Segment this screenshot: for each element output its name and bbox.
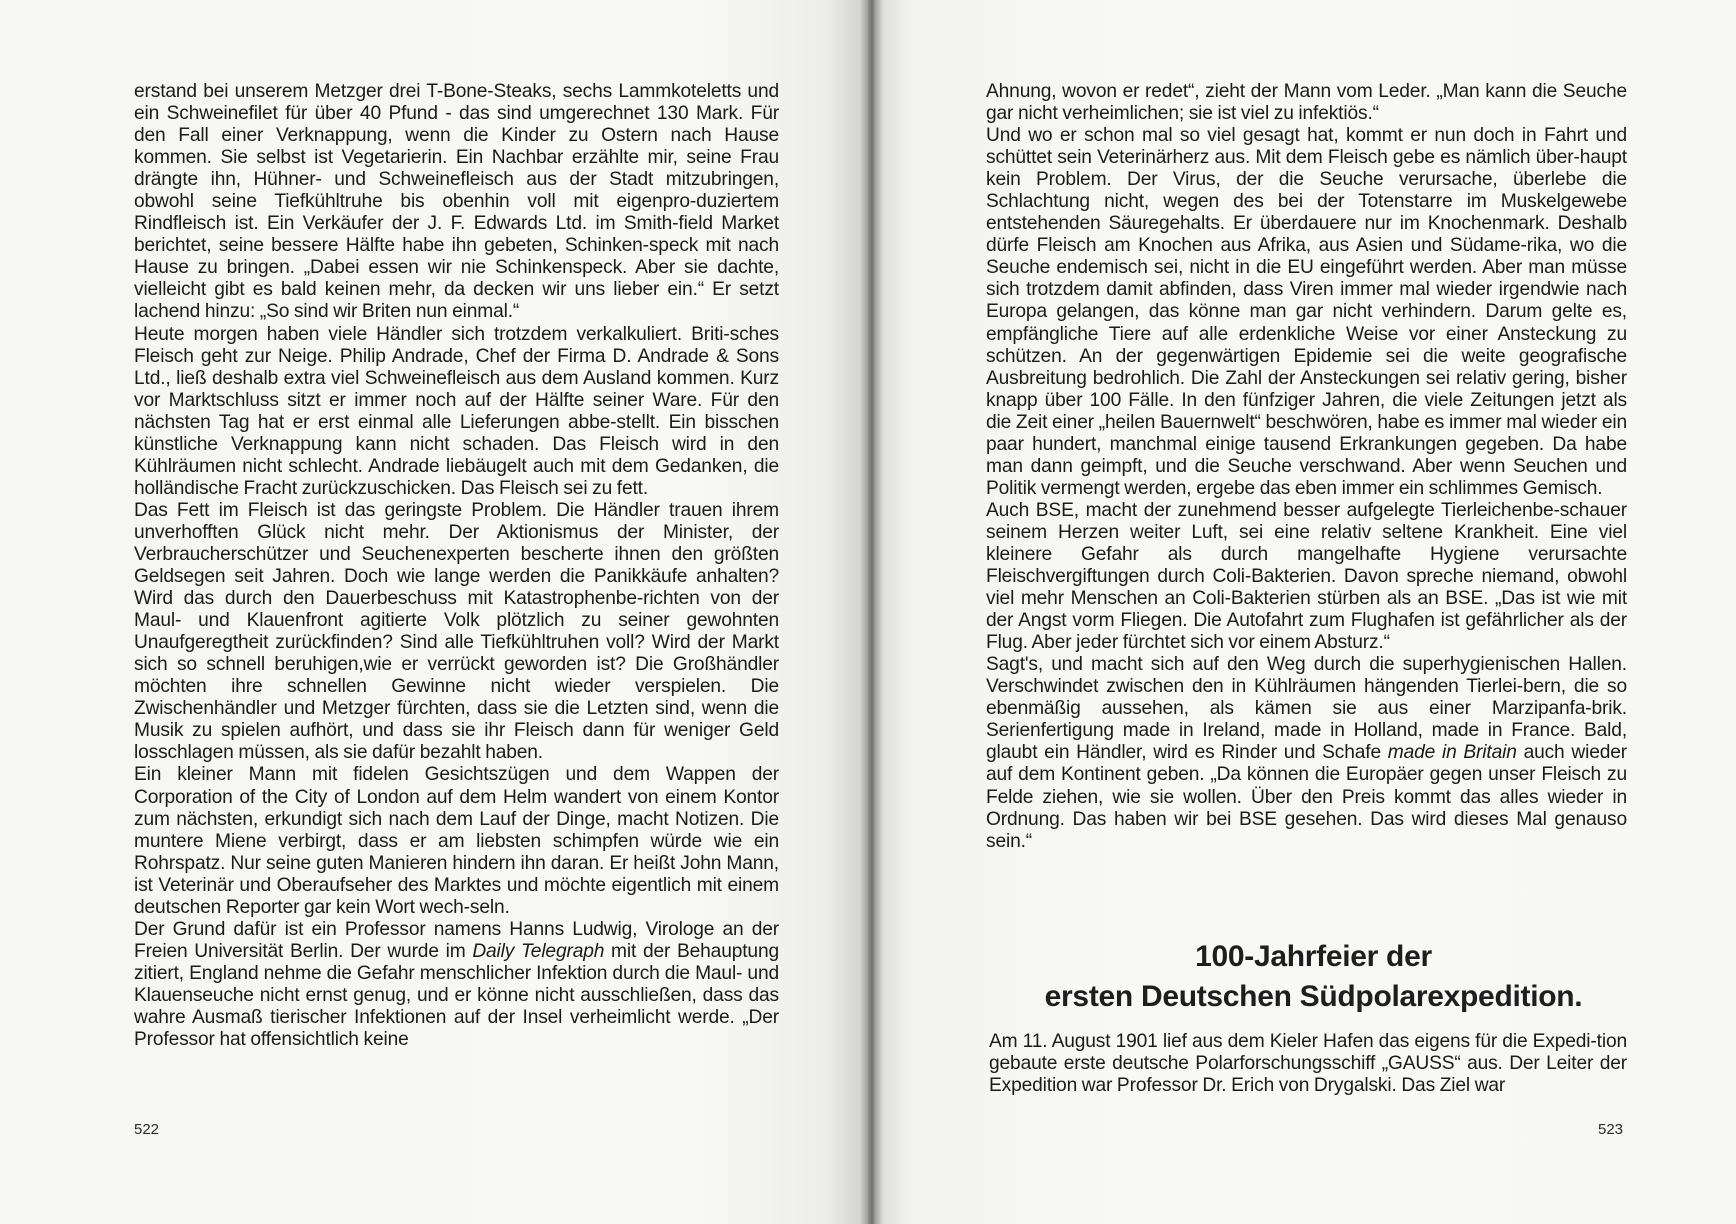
paragraph: Heute morgen haben viele Händler sich trotzdem verkalkuliert. Briti-sches Fleisch geht zur Neige. Philip Andrade, Chef der Firma D. Andrade & Sons Ltd., ließ deshalb extra viel Schweinefleisch aus dem Ausland kommen. Kurz vor Marktschluss sitzt er immer noch auf der Hälfte seiner Ware. Für den nächsten Tag hat er erst einmal alle Lieferungen abbe-stellt. Ein bisschen künstliche Verknappung kann nicht schaden. Das Fleisch wird in den Kühlräumen nicht schlecht. Andrade liebäugelt auch mit dem Gedanken, die holländische Fracht zurückzuschicken. Das Fleisch sei zu fett.: [134, 323, 779, 499]
paragraph: Ein kleiner Mann mit fidelen Gesichtszügen und dem Wappen der Corporation of the City of London auf dem Helm wandert von einem Kontor zum nächsten, erkundigt sich nach dem Lauf der Dinge, macht Notizen. Die muntere Miene verbirgt, dass er am liebsten schimpfen würde wie ein Rohrspatz. Nur seine guten Manieren hindern ihn daran. Er heißt John Mann, ist Veterinär und Oberaufseher des Marktes und möchte eigentlich mit einem deutschen Reporter gar kein Wort wech-seln.: [134, 764, 779, 918]
paragraph: Auch BSE, macht der zunehmend besser aufgelegte Tierleichenbe-schauer seinem Herzen weiter Luft, sei eine relativ seltene Krankheit. Eine viel kleinere Gefahr als durch mangelhafte Hygiene verursachte Fleischvergiftungen durch Coli-Bakterien. Davon spreche niemand, obwohl viel mehr Menschen an Coli-Bakterien stürben als an BSE. „Das ist wie mit der Angst vorm Fliegen. Die Autofahrt zum Flughafen ist gefährlicher als der Flug. Aber jeder fürchtet sich vor einem Absturz.“: [986, 499, 1627, 654]
book-gutter: [860, 0, 884, 1224]
newspaper-title: Daily Telegraph: [472, 940, 605, 962]
section-heading-line1: 100-Jahrfeier der: [1195, 940, 1432, 973]
paragraph: Das Fett im Fleisch ist das geringste Problem. Die Händler trauen ihrem unverhofften Glück nicht mehr. Der Aktionismus der Minister, der Verbraucherschützer und Seuchenexperten bescherte ihnen den größten Geldsegen seit Jahren. Doch wie lange werden die Panikkäufe anhalten? Wird das durch den Dauerbeschuss mit Katastrophenbe-richten von der Maul- und Klauenfront agitierte Volk plötzlich zu seiner gewohnten Unaufgeregtheit zurückfinden? Sind alle Tiefkühltruhen voll? Wird der Markt sich so schnell beruhigen,wie er verrückt geworden ist? Die Großhändler möchten ihre schnellen Gewinne nicht wieder verspielen. Die Zwischenhändler und Metzger fürchten, dass sie die Letzten sind, wenn die Musik zu spielen aufhört, und dass sie ihr Fleisch dann für weniger Geld losschlagen müssen, als sie dafür bezahlt haben.: [134, 499, 779, 764]
paragraph: Ahnung, wovon er redet“, zieht der Mann vom Leder. „Man kann die Seuche gar nicht verheimlichen; sie ist viel zu infektiös.“: [986, 81, 1627, 125]
italic-phrase: made in Britain: [1387, 742, 1517, 764]
page-number-right: 523: [1598, 1121, 1624, 1138]
page-number-left: 522: [134, 1121, 160, 1138]
section-intro-paragraph: Am 11. August 1901 lief aus dem Kieler Hafen das eigens für die Expedi-tion gebaute erste deutsche Polarforschungsschiff „GAUSS“ aus. Der Leiter der Expedition war Professor Dr. Erich von Drygalski. Das Ziel war: [989, 1031, 1627, 1097]
right-page-body: [986, 81, 1627, 853]
section-heading-line2: ersten Deutschen Südpolarexpedition.: [1044, 980, 1583, 1013]
left-page-body: [134, 81, 779, 1051]
paragraph: Der Grund dafür ist ein Professor namens Hanns Ludwig, Virologe an der Freien Universität Berlin. Der wurde im Daily Telegraph mit der Behauptung zitiert, England nehme die Gefahr menschlicher Infektion durch die Maul- und Klauenseuche nicht ernst genug, und er könne nicht ausschließen, dass das wahre Ausmaß tierischer Infektionen auf der Insel verheimlicht werde. „Der Professor hat offensichtlich keine: [134, 918, 779, 1051]
section-heading: [986, 937, 1641, 1017]
paragraph: Und wo er schon mal so viel gesagt hat, kommt er nun doch in Fahrt und schüttet sein Veterinärherz aus. Mit dem Fleisch gebe es nämlich über-haupt kein Problem. Der Virus, der die Seuche verursache, überlebe die Schlachtung nicht, wegen des bei der Totenstarre im Muskelgewebe entstehenden Säuregehalts. Er überdauere nur im Knochenmark. Deshalb dürfe Fleisch am Knochen aus Afrika, aus Asien und Südame-rika, wo die Seuche endemisch sei, nicht in die EU eingeführt werden. Aber man müsse sich trotzdem damit abfinden, dass Viren immer mal wieder irgendwie nach Europa gelangen, das könne man gar nicht verhindern. Darum gelte es, empfängliche Tiere auf alle erdenkliche Weise vor einer Ansteckung zu schützen. An der gegenwärtigen Epidemie sei die weite geografische Ausbreitung bedrohlich. Die Zahl der Ansteckungen sei relativ gering, bisher knapp über 100 Fälle. In den fünfziger Jahren, die viele Zeitungen jetzt als die Zeit einer „heilen Bauernwelt“ beschwören, habe es immer mal wieder ein paar hundert, manchmal einige tausend Erkrankungen gegeben. Da habe man dann geimpft, und die Seuche verschwand. Aber wenn Seuchen und Politik vermengt werden, ergebe das eben immer ein schlimmes Gemisch.: [986, 125, 1627, 499]
paragraph: Sagt's, und macht sich auf den Weg durch die superhygienischen Hallen. Verschwindet zwischen den in Kühlräumen hängenden Tierlei-bern, die so ebenmäßig aussehen, als kämen sie aus einer Marzipanfa-brik. Serienfertigung made in Ireland, made in Holland, made in France. Bald, glaubt ein Händler, wird es Rinder und Schafe made in Britain auch wieder auf dem Kontinent geben. „Da können die Europäer gegen unser Fleisch zu Felde ziehen, wie sie wollen. Über den Preis kommt das alles wieder in Ordnung. Das haben wir bei BSE gesehen. Das wird dieses Mal genauso sein.“: [986, 654, 1627, 852]
paragraph: erstand bei unserem Metzger drei T-Bone-Steaks, sechs Lammkoteletts und ein Schweinefilet für über 40 Pfund - das sind umgerechnet 130 Mark. Für den Fall einer Verknappung, wenn die Kinder zu Ostern nach Hause kommen. Sie selbst ist Vegetarierin. Ein Nachbar erzählte mir, seine Frau drängte ihn, Hühner- und Schweinefleisch aus der Stadt mitzubringen, obwohl seine Tiefkühltruhe bis obenhin voll mit eigenpro-duziertem Rindfleisch ist. Ein Verkäufer der J. F. Edwards Ltd. im Smith-field Market berichtet, seine bessere Hälfte habe ihn gebeten, Schinken-speck mit nach Hause zu bringen. „Dabei essen wir nie Schinkenspeck. Aber sie dachte, vielleicht gibt es bald keinen mehr, da decken wir uns lieber ein.“ Er setzt lachend hinzu: „So sind wir Briten nun einmal.“: [134, 81, 779, 323]
